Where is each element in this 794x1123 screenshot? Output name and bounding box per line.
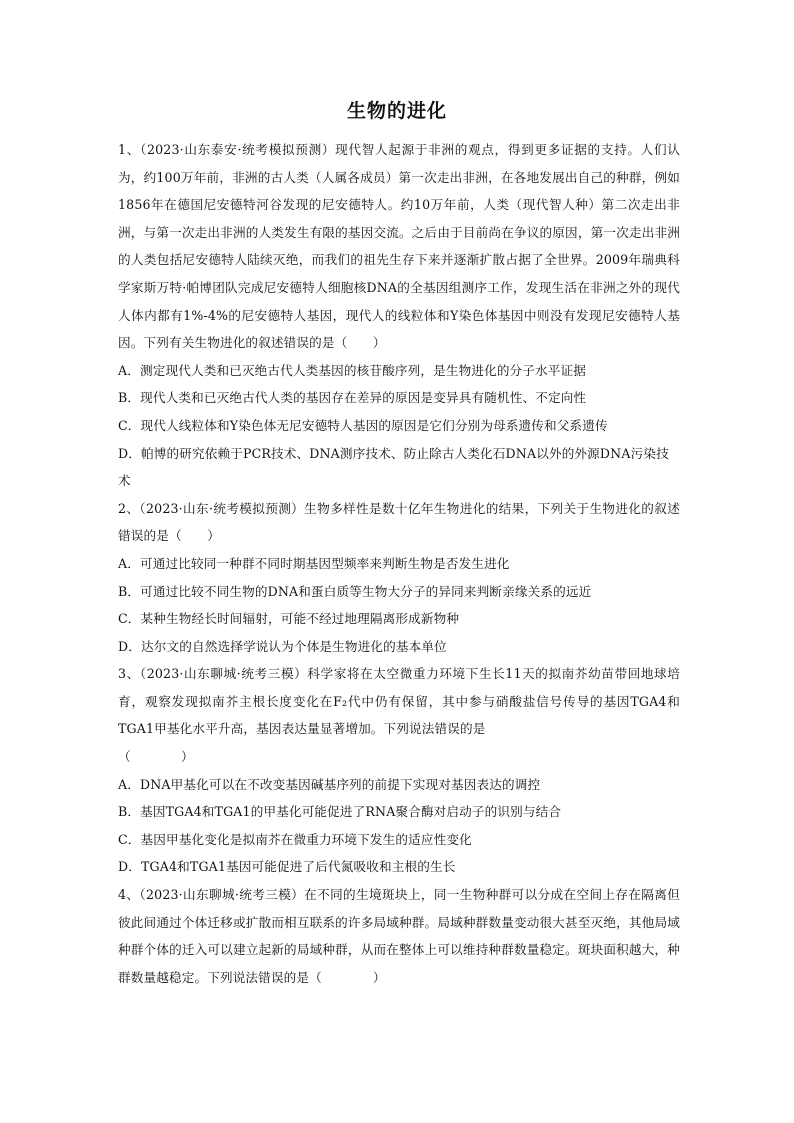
question-1 <box>118 136 680 495</box>
option-b: B．可通过比较不同生物的DNA和蛋白质等生物大分子的异同来判断亲缘关系的远近 <box>118 583 592 599</box>
option-b: B．现代人类和已灭绝古代人类的基因存在差异的原因是变异具有随机性、不定向性 <box>118 390 587 406</box>
question-stem: 1、（2023·山东泰安·统考模拟预测）现代智人起源于非洲的观点，得到更多证据的支持。人们认为，约100万年前，非洲的古人类（人属各成员）第一次走出非洲，在各地发展出自己的种群，例如1856年在德国尼安德特河谷发现的尼安德特人。约10万年前，人类（现代智人种）第二次走出非洲，与第一次走出非洲的人类发生有限的基因交流。之后由于目前尚在争议的原因，第一次走出非洲的人类包括尼安德特人陆续灭绝，而我们的祖先生存下来并逐渐扩散占据了全世界。2009年瑞典科学家斯万特·帕博团队完成尼安德特人细胞核DNA的全基因组测序工作，发现生活在非洲之外的现代人体内都有1%-4%的尼安德特人基因，现代人的线粒体和Y染色体基因中则没有发现尼安德特人基因。下列有关生物进化的叙述错误的是（ ） <box>118 142 680 351</box>
question-stem: 3、（2023·山东聊城·统考三模）科学家将在太空微重力环境下生长11天的拟南芥幼苗带回地球培育，观察发现拟南芥主根长度变化在F₂代中仍有保留，其中参与硝酸盐信号传导的基因TGA4和TGA1甲基化水平升高，基因表达量显著增加。下列说法错误的是 <box>118 666 680 737</box>
option-a: A．DNA甲基化可以在不改变基因碱基序列的前提下实现对基因表达的调控 <box>118 776 541 792</box>
option-c: C．现代人线粒体和Y染色体无尼安德特人基因的原因是它们分别为母系遗传和父系遗传 <box>118 417 608 433</box>
option-d: D．帕博的研究依赖于PCR技术、DNA测序技术、防止除古人类化石DNA以外的外源DNA污染技术 <box>118 445 669 489</box>
question-stem: 2、（2023·山东·统考模拟预测）生物多样性是数十亿年生物进化的结果，下列关于生物进化的叙述错误的是（ ） <box>118 500 680 544</box>
option-b: B．基因TGA4和TGA1的甲基化可能促进了RNA聚合酶对启动子的识别与结合 <box>118 804 562 820</box>
question-3 <box>118 660 680 881</box>
question-stem: 4、（2023·山东聊城·统考三模）在不同的生境斑块上，同一生物种群可以分成在空间上存在隔离但彼此间通过个体迁移或扩散而相互联系的许多局域种群。局域种群数量变动很大甚至灭绝，其他局域种群个体的迁入可以建立起新的局域种群，从而在整体上可以维持种群数量稳定。斑块面积越大，种群数量越稳定。下列说法错误的是（ ） <box>118 887 680 985</box>
question-list <box>118 136 680 991</box>
option-c: C．基因甲基化变化是拟南芥在微重力环境下发生的适应性变化 <box>118 831 472 847</box>
option-a: A．可通过比较同一种群不同时期基因型频率来判断生物是否发生进化 <box>118 555 510 571</box>
question-2 <box>118 495 680 661</box>
option-a: A．测定现代人类和已灭绝古代人类基因的核苷酸序列，是生物进化的分子水平证据 <box>118 362 587 378</box>
document-title: 生物的进化 <box>346 100 447 122</box>
option-d: D．达尔文的自然选择学说认为个体是生物进化的基本单位 <box>118 638 447 654</box>
question-4 <box>118 881 680 991</box>
option-c: C．某种生物经长时间辐射，可能不经过地理隔离形成新物种 <box>118 611 460 627</box>
answer-parentheses: （ ） <box>118 749 194 765</box>
option-d: D．TGA4和TGA1基因可能促进了后代氮吸收和主根的生长 <box>118 859 456 875</box>
